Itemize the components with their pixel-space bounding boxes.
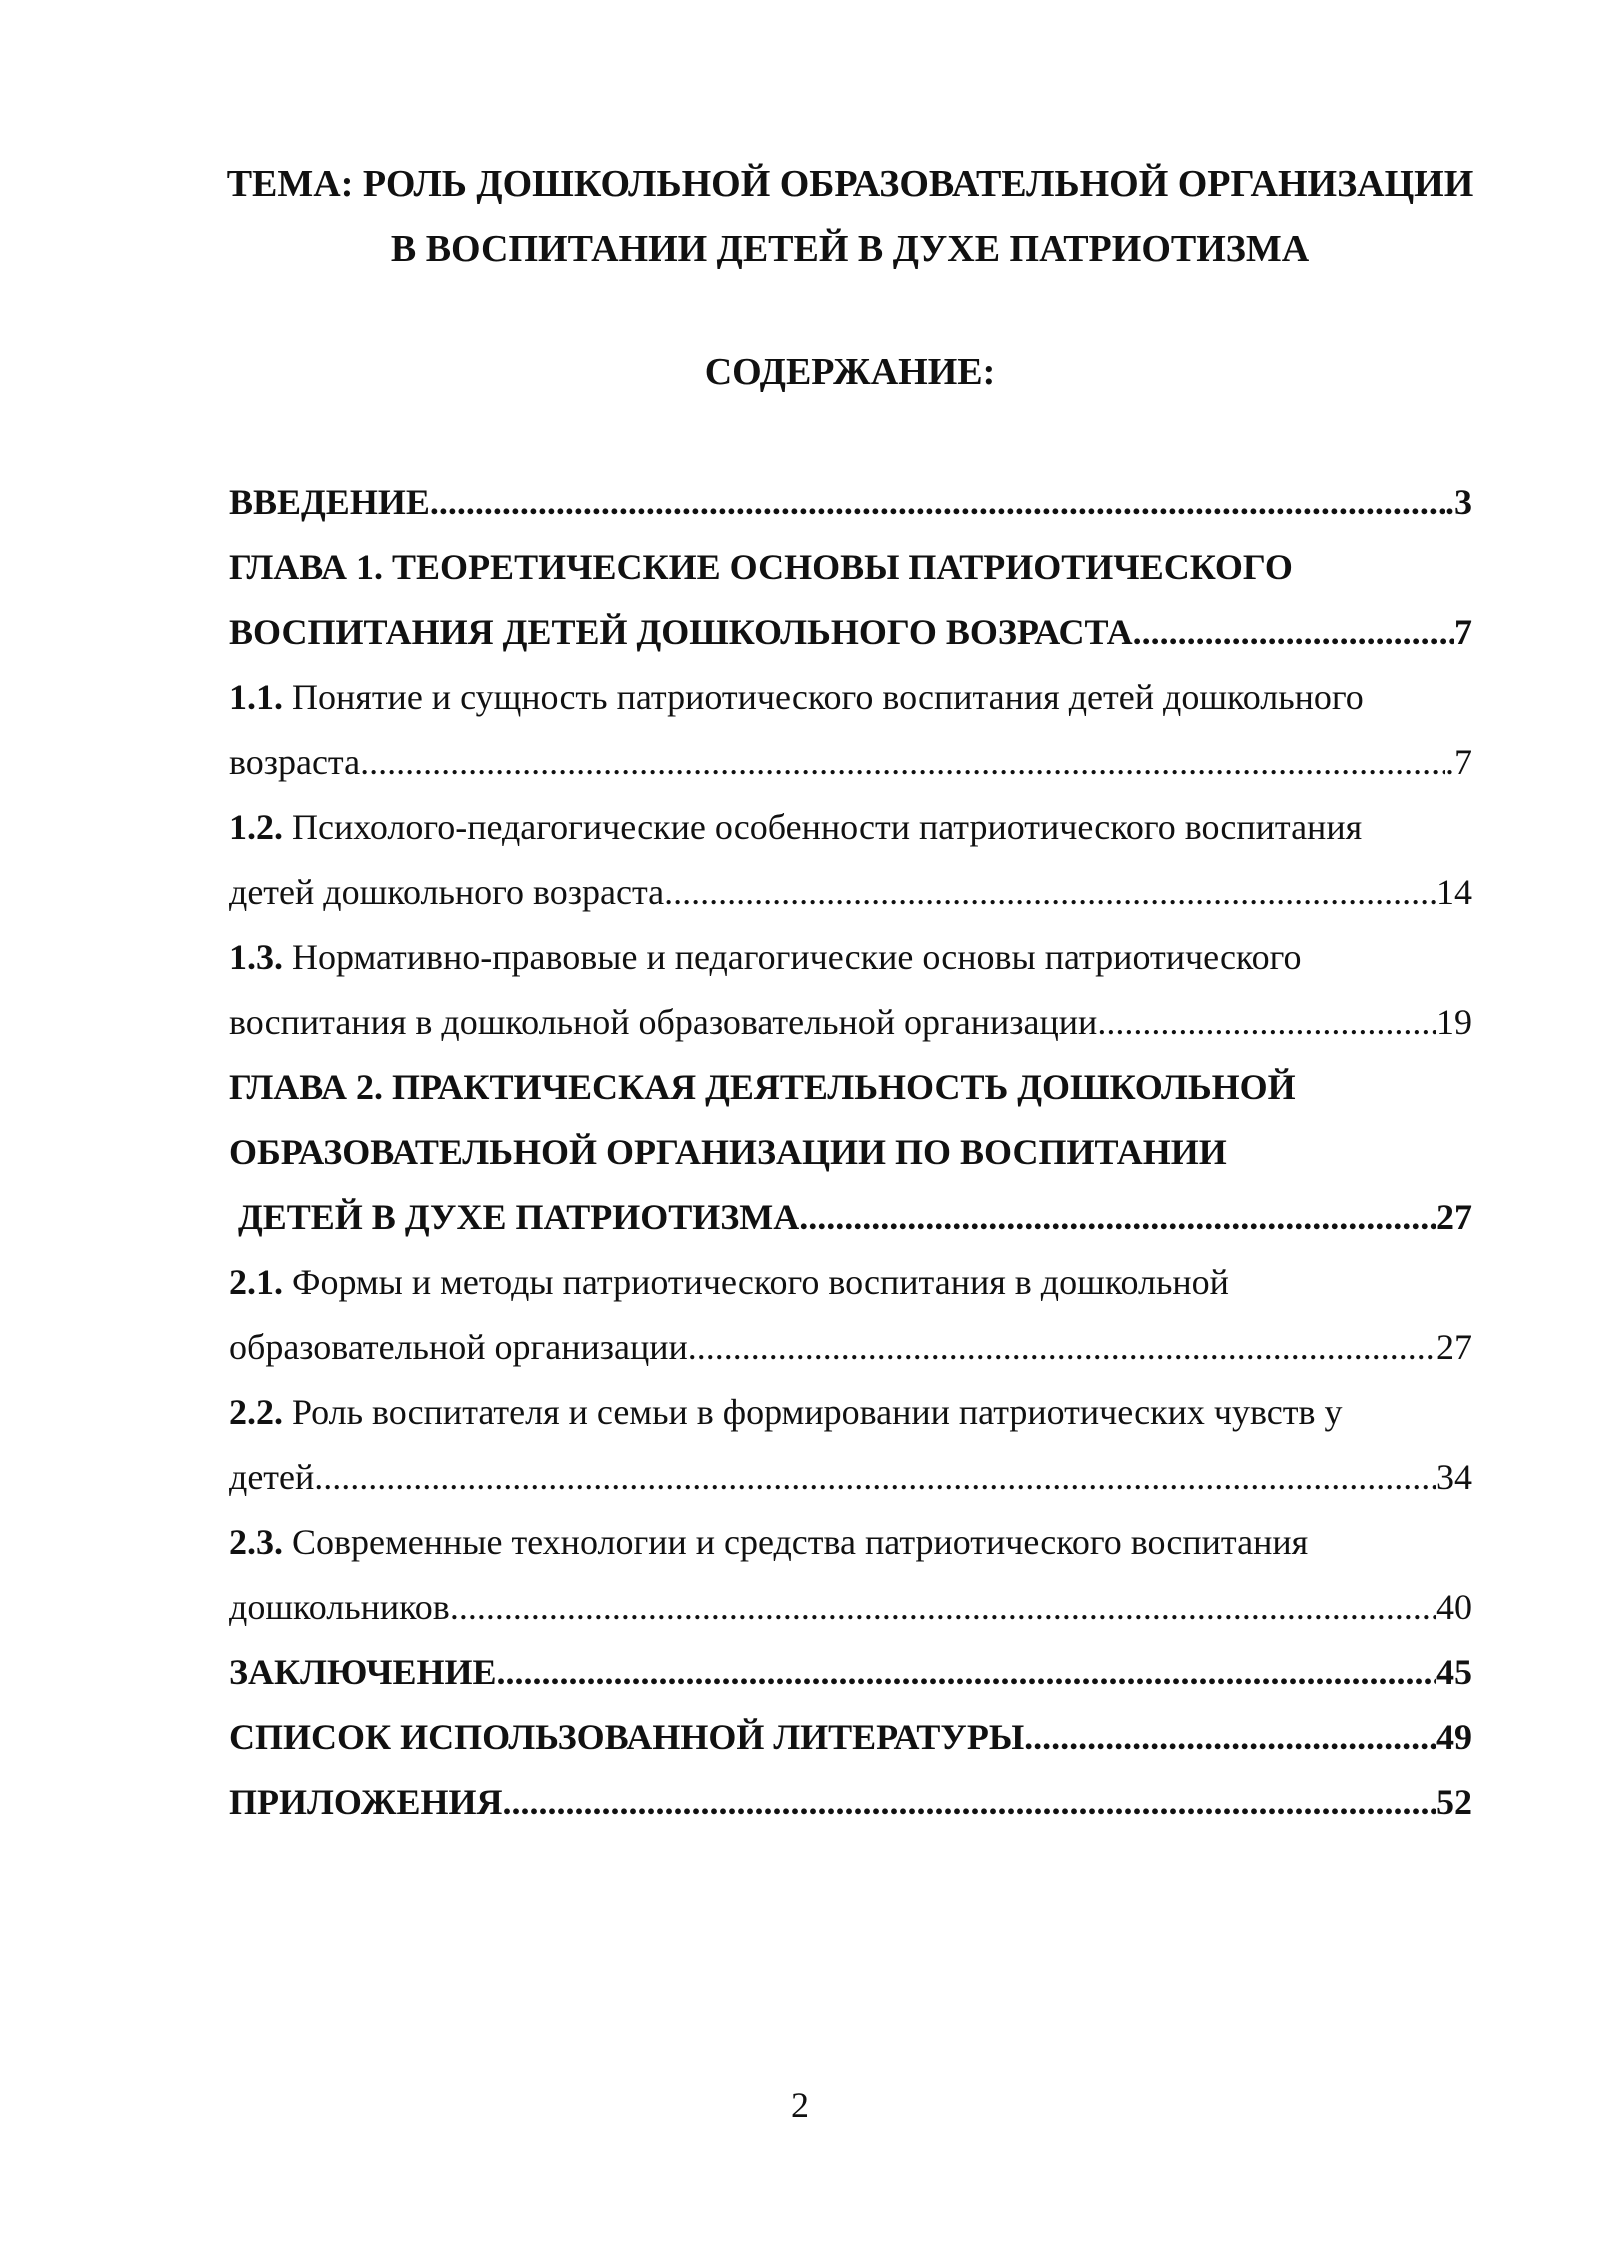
toc-page-number: 27 <box>1436 1327 1472 1367</box>
dot-leader <box>1097 990 1436 1055</box>
page-number: 2 <box>791 2085 809 2125</box>
toc-page-number: 34 <box>1436 1457 1472 1497</box>
toc-page-number: 40 <box>1436 1587 1472 1627</box>
toc-entry-title: Формы и методы патриотического воспитания в дошкольной <box>283 1262 1229 1302</box>
toc-page-number: 27 <box>1436 1197 1472 1237</box>
toc-entry-conclusion[interactable] <box>229 1640 1472 1705</box>
toc-entry-chapter-2-line-2[interactable] <box>229 1120 1472 1185</box>
section-number: 1.3. <box>229 937 283 977</box>
toc-entry-section-1-3-line-1[interactable] <box>229 925 1472 990</box>
document-title <box>200 152 1500 282</box>
table-of-contents <box>229 470 1472 1835</box>
toc-entry-chapter-1-line-2[interactable] <box>229 600 1472 665</box>
toc-entry-title: Современные технологии и средства патриотического воспитания <box>283 1522 1309 1562</box>
toc-entry-title: СПИСОК ИСПОЛЬЗОВАННОЙ ЛИТЕРАТУРЫ <box>229 1717 1025 1757</box>
dot-leader <box>688 1315 1436 1380</box>
section-number: 1.2. <box>229 807 283 847</box>
toc-entry-section-2-2-line-2[interactable] <box>229 1445 1472 1510</box>
toc-entry-title: образовательной организации <box>229 1327 688 1367</box>
title-line: В ВОСПИТАНИИ ДЕТЕЙ В ДУХЕ ПАТРИОТИЗМА <box>390 228 1310 270</box>
toc-page-number: 49 <box>1436 1717 1472 1757</box>
toc-page-number: 45 <box>1436 1652 1472 1692</box>
toc-entry-title: ГЛАВА 2. ПРАКТИЧЕСКАЯ ДЕЯТЕЛЬНОСТЬ ДОШКОЛЬНОЙ <box>229 1067 1296 1107</box>
toc-page-number: 19 <box>1436 1002 1472 1042</box>
toc-entry-title: детей <box>229 1457 315 1497</box>
toc-entry-introduction[interactable] <box>229 470 1472 535</box>
dot-leader <box>503 1770 1436 1835</box>
toc-page-number: 7 <box>1454 612 1472 652</box>
dot-leader <box>497 1640 1436 1705</box>
toc-page-number: 52 <box>1436 1782 1472 1822</box>
section-number: 2.1. <box>229 1262 283 1302</box>
dot-leader <box>664 860 1436 925</box>
toc-entry-title: Психолого-педагогические особенности патриотического воспитания <box>283 807 1363 847</box>
toc-entry-title: ПРИЛОЖЕНИЯ <box>229 1782 503 1822</box>
toc-entry-section-2-3-line-1[interactable] <box>229 1510 1472 1575</box>
dot-leader <box>799 1185 1436 1250</box>
toc-entry-section-1-2-line-2[interactable] <box>229 860 1472 925</box>
toc-entry-section-2-1-line-2[interactable] <box>229 1315 1472 1380</box>
toc-entry-chapter-1-line-1[interactable] <box>229 535 1472 600</box>
toc-entry-section-1-1-line-1[interactable] <box>229 665 1472 730</box>
toc-entry-title: ВОСПИТАНИЯ ДЕТЕЙ ДОШКОЛЬНОГО ВОЗРАСТА <box>229 612 1133 652</box>
dot-leader <box>1024 1705 1436 1770</box>
toc-entry-title: возраста <box>229 742 361 782</box>
toc-entry-title: ВВЕДЕНИЕ <box>229 482 430 522</box>
toc-entry-appendices[interactable] <box>229 1770 1472 1835</box>
dot-leader <box>1133 600 1454 665</box>
toc-entry-section-1-3-line-2[interactable] <box>229 990 1472 1055</box>
title-line: ТЕМА: РОЛЬ ДОШКОЛЬНОЙ ОБРАЗОВАТЕЛЬНОЙ ОРГАНИЗАЦИИ <box>226 163 1474 205</box>
toc-entry-title: дошкольников <box>229 1587 450 1627</box>
dot-leader <box>314 1445 1436 1510</box>
dot-leader <box>360 730 1445 795</box>
toc-entry-title: ГЛАВА 1. ТЕОРЕТИЧЕСКИЕ ОСНОВЫ ПАТРИОТИЧЕСКОГО <box>229 547 1293 587</box>
toc-entry-section-1-1-line-2[interactable] <box>229 730 1472 795</box>
toc-entry-title: Понятие и сущность патриотического воспитания детей дошкольного <box>283 677 1364 717</box>
dot-leader <box>450 1575 1436 1640</box>
toc-entry-section-2-1-line-1[interactable] <box>229 1250 1472 1315</box>
toc-entry-title: ЗАКЛЮЧЕНИЕ <box>229 1652 497 1692</box>
contents-heading: СОДЕРЖАНИЕ: <box>704 351 996 393</box>
section-number: 2.2. <box>229 1392 283 1432</box>
dot-leader <box>430 470 1445 535</box>
toc-entry-title: детей дошкольного возраста <box>229 872 665 912</box>
toc-entry-section-2-2-line-1[interactable] <box>229 1380 1472 1445</box>
section-number: 2.3. <box>229 1522 283 1562</box>
toc-entry-title: Нормативно-правовые и педагогические основы патриотического <box>283 937 1302 977</box>
toc-entry-title: воспитания в дошкольной образовательной организации <box>229 1002 1098 1042</box>
toc-entry-chapter-2-line-1[interactable] <box>229 1055 1472 1120</box>
toc-page-number: .3 <box>1445 482 1472 522</box>
toc-entry-title: ОБРАЗОВАТЕЛЬНОЙ ОРГАНИЗАЦИИ ПО ВОСПИТАНИИ <box>229 1132 1227 1172</box>
toc-entry-title: ДЕТЕЙ В ДУХЕ ПАТРИОТИЗМА <box>238 1197 800 1237</box>
toc-page-number: 14 <box>1436 872 1472 912</box>
toc-entry-section-1-2-line-1[interactable] <box>229 795 1472 860</box>
toc-entry-title: Роль воспитателя и семьи в формировании патриотических чувств у <box>283 1392 1343 1432</box>
section-number: 1.1. <box>229 677 283 717</box>
toc-entry-section-2-3-line-2[interactable] <box>229 1575 1472 1640</box>
toc-entry-chapter-2-line-3[interactable] <box>229 1185 1472 1250</box>
toc-page-number: .7 <box>1445 742 1472 782</box>
toc-entry-references[interactable] <box>229 1705 1472 1770</box>
